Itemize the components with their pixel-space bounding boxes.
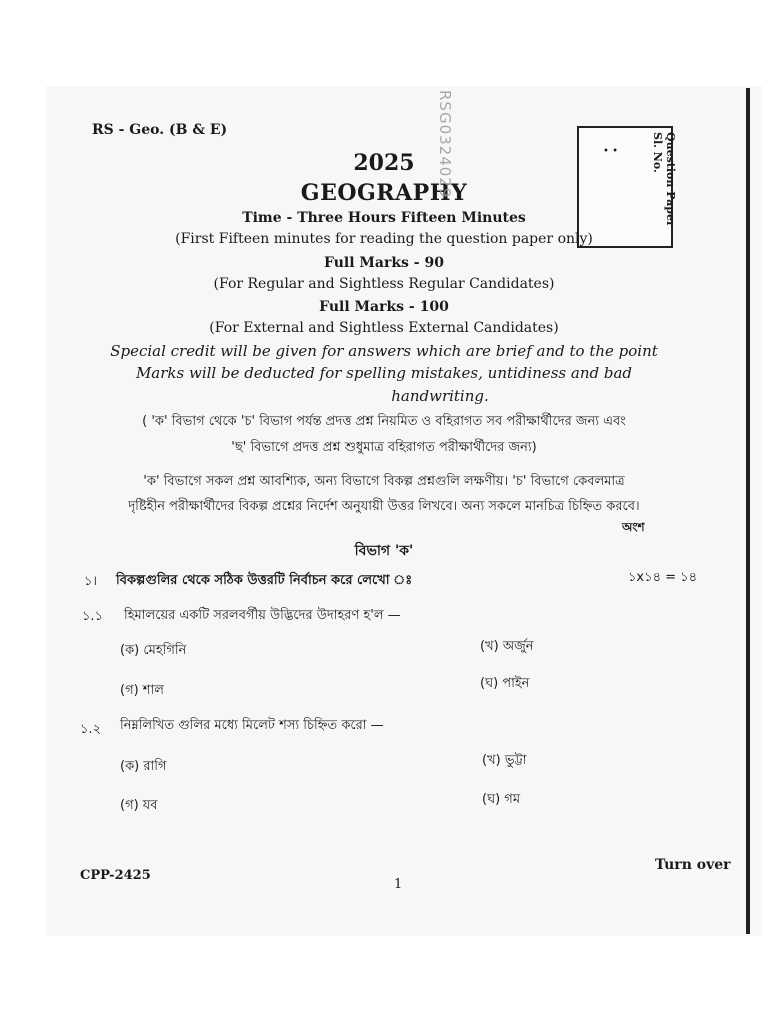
external-candidates-note: (For External and Sightless External Candidates) [209,320,559,336]
exam-year: 2025 [353,150,415,176]
serial-number-label: Question Paper Sl. No. [651,132,677,227]
q1-2-option-d: (ঘ) গম [482,792,521,807]
paper-code: RS - Geo. (B & E) [92,122,228,138]
subject-title: GEOGRAPHY [300,180,468,206]
q1-1-option-d: (ঘ) পাইন [480,676,530,691]
footer-paper-code: CPP-2425 [80,868,151,883]
reading-time-note: (First Fifteen minutes for reading the question paper only) [175,231,593,247]
page-number: 1 [394,877,403,892]
instruction-small-mark: অংশ [622,520,645,534]
question-1-1-text: হিমালয়ের একটি সরলবর্গীয় উদ্ভিদের উদাহরণ হ'ল — [124,608,401,623]
question-1-number: ১। [84,574,98,589]
question-1-2-number: ১.২ [80,722,102,737]
box-mark: • • [603,146,618,157]
q1-1-option-b: (খ) অর্জুন [480,639,534,654]
question-1-1-number: ১.১ [82,609,104,624]
q1-2-option-a: (ক) রাগি [120,759,167,774]
instruction-line2: 'ছ' বিভাগে প্রদত্ত প্রশ্ন শুধুমাত্র বহিরাগত পরীক্ষার্থীদের জন্য) [231,440,537,455]
time-limit: Time - Three Hours Fifteen Minutes [242,210,526,226]
regular-candidates-note: (For Regular and Sightless Regular Candidates) [213,276,555,292]
full-marks-regular: Full Marks - 90 [324,255,444,271]
q1-2-option-b: (খ) ভুট্টা [482,753,527,768]
instruction-line3: 'ক' বিভাগে সকল প্রশ্ন আবশ্যিক, অন্য বিভাগে বিকল্প প্রশ্নগুলি লক্ষণীয়। 'চ' বিভাগে কেবলমাত্র [143,474,625,489]
question-1-marks: ১x১৪ = ১৪ [628,570,698,585]
credit-note-line2: Marks will be deducted for spelling mistakes, untidiness and bad [135,364,633,382]
q1-1-option-c: (গ) শাল [120,683,164,698]
question-1-2-text: নিম্নলিখিত গুলির মধ্যে মিলেট শস্য চিহ্নিত করো — [120,718,384,733]
section-title: বিভাগ 'ক' [354,543,414,559]
q1-1-option-a: (ক) মেহগিনি [120,643,187,658]
question-1-text: বিকল্পগুলির থেকে সঠিক উত্তরটি নির্বাচন করে লেখো ঃ [116,573,413,588]
instruction-line1: ( 'ক' বিভাগ থেকে 'চ' বিভাগ পর্যন্ত প্রদত্ত প্রশ্ন নিয়মিত ও বহিরাগত সব পরীক্ষার্থীদের জন্য এবং [142,414,626,429]
instruction-line4: দৃষ্টিহীন পরীক্ষার্থীদের বিকল্প প্রশ্নের নির্দেশ অনুযায়ী উত্তর লিখবে। অন্য সকলে মানচিত্র চিহ্নিত করবে। [128,499,640,514]
q1-2-option-c: (গ) যব [120,798,158,813]
watermark-serial: RSG0324029 [436,90,454,199]
full-marks-external: Full Marks - 100 [319,299,449,315]
credit-note-line3: handwriting. [391,387,489,405]
turn-over-note: Turn over [655,857,731,873]
credit-note-line1: Special credit will be given for answers which are brief and to the point [110,342,658,360]
